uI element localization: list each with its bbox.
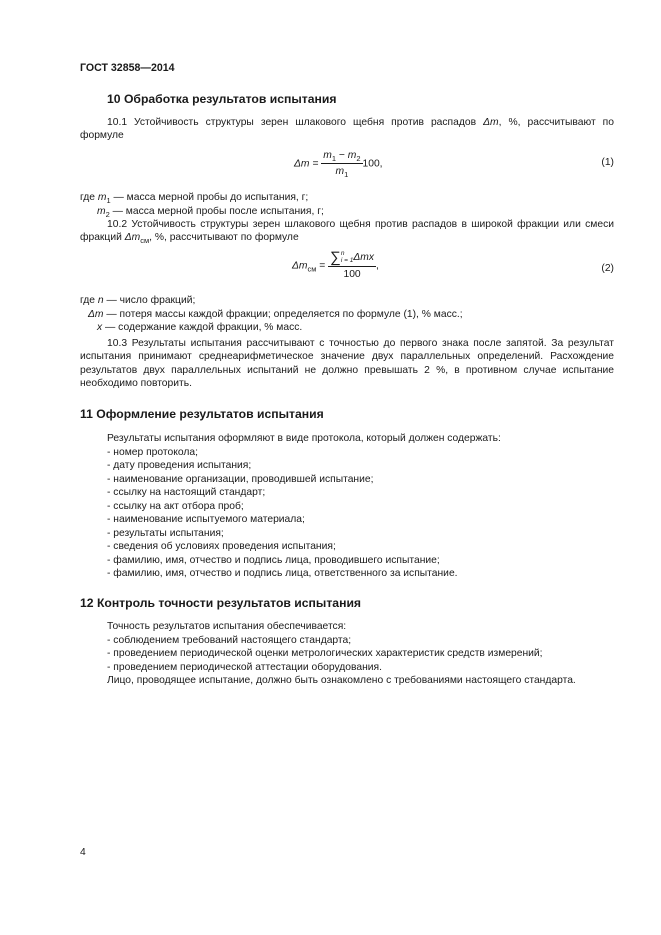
list-item: - проведением периодической оценки метрологических характеристик средств измерений;: [107, 648, 543, 659]
list-item: - наименование организации, проводившей испытание;: [107, 473, 374, 485]
formula-1-fraction: $\frac{m_1 - m_2}{m_1}$: [323, 150, 361, 180]
list-item: - результаты испытания;: [107, 527, 224, 539]
list-item: - сведения об условиях проведения испытания;: [107, 541, 336, 552]
list-item: - фамилию, имя, отчество и подпись лица, проводившего испытание;: [107, 554, 440, 566]
formula-1: Δm = $\frac{m_1 - m_2}{m_1}$ 100,: [294, 150, 383, 180]
formula-2-number: (2): [601, 263, 614, 274]
var-delta-m: Δm: [483, 117, 499, 128]
section-11-intro: Результаты испытания оформляют в виде протокола, который должен содержать:: [107, 433, 501, 444]
section-12-heading: 12 Контроль точности результатов испытания: [80, 596, 362, 610]
paragraph-10-1: 10.1 Устойчивость структуры зерен шлакового щебня против распадов Δm, %, рассчитывают по формуле: [80, 117, 614, 142]
list-item: - фамилию, имя, отчество и подпись лица, ответственного за испытание.: [107, 568, 458, 579]
list-item: - проведением периодической аттестации оборудования.: [107, 661, 382, 673]
paragraph-10-2: 10.2 Устойчивость структуры зерен шлакового щебня против распадов в широкой фракции или смеси фракций $\Delta m_{см}$, %, рассчитывают по формуле: [80, 219, 614, 246]
list-item: - ссылку на настоящий стандарт;: [107, 487, 266, 498]
where-x: x — содержание каждой фракции, % масс.: [97, 322, 303, 333]
formula-2-fraction: ∑n i = 1Δmx 100: [330, 249, 374, 280]
list-item: - дату проведения испытания;: [107, 460, 252, 471]
page-number: 4: [80, 847, 86, 858]
where-n: где n — число фракций;: [80, 295, 196, 306]
sum-symbol: ∑: [330, 249, 341, 267]
document-header: ГОСТ 32858—2014: [80, 62, 175, 74]
list-item: - наименование испытуемого материала;: [107, 514, 305, 525]
where-m2: $m_2$ — масса мерной пробы после испытания, г;: [97, 206, 324, 219]
formula-2: $\Delta m_{см}$ = ∑n i = 1Δmx 100 ,: [292, 249, 379, 280]
list-item: - ссылку на акт отбора проб;: [107, 500, 244, 512]
section-11-heading: 11 Оформление результатов испытания: [80, 407, 324, 421]
paragraph-10-3: 10.3 Результаты испытания рассчитывают с точностью до первого знака после запятой. За результат испытания принимают среднеарифметическое значение двух параллельных определений. Расхождение результатов двух параллельных испытаний не должно превышать 2 %, в противном случае испытание необходимо повторить.: [80, 338, 614, 390]
where-m1: где $m_1$ — масса мерной пробы до испытания, г;: [80, 192, 309, 205]
list-item: - номер протокола;: [107, 446, 198, 458]
where-delta-m: Δm — потеря массы каждой фракции; определяется по формуле (1), % масс.;: [88, 309, 463, 320]
section-12-closing: Лицо, проводящее испытание, должно быть ознакомлено с требованиями настоящего стандарта.: [107, 675, 576, 686]
section-10-heading: 10 Обработка результатов испытания: [107, 92, 337, 106]
formula-1-number: (1): [601, 157, 614, 168]
list-item: - соблюдением требований настоящего стандарта;: [107, 634, 352, 646]
section-12-intro: Точность результатов испытания обеспечивается:: [107, 621, 347, 632]
